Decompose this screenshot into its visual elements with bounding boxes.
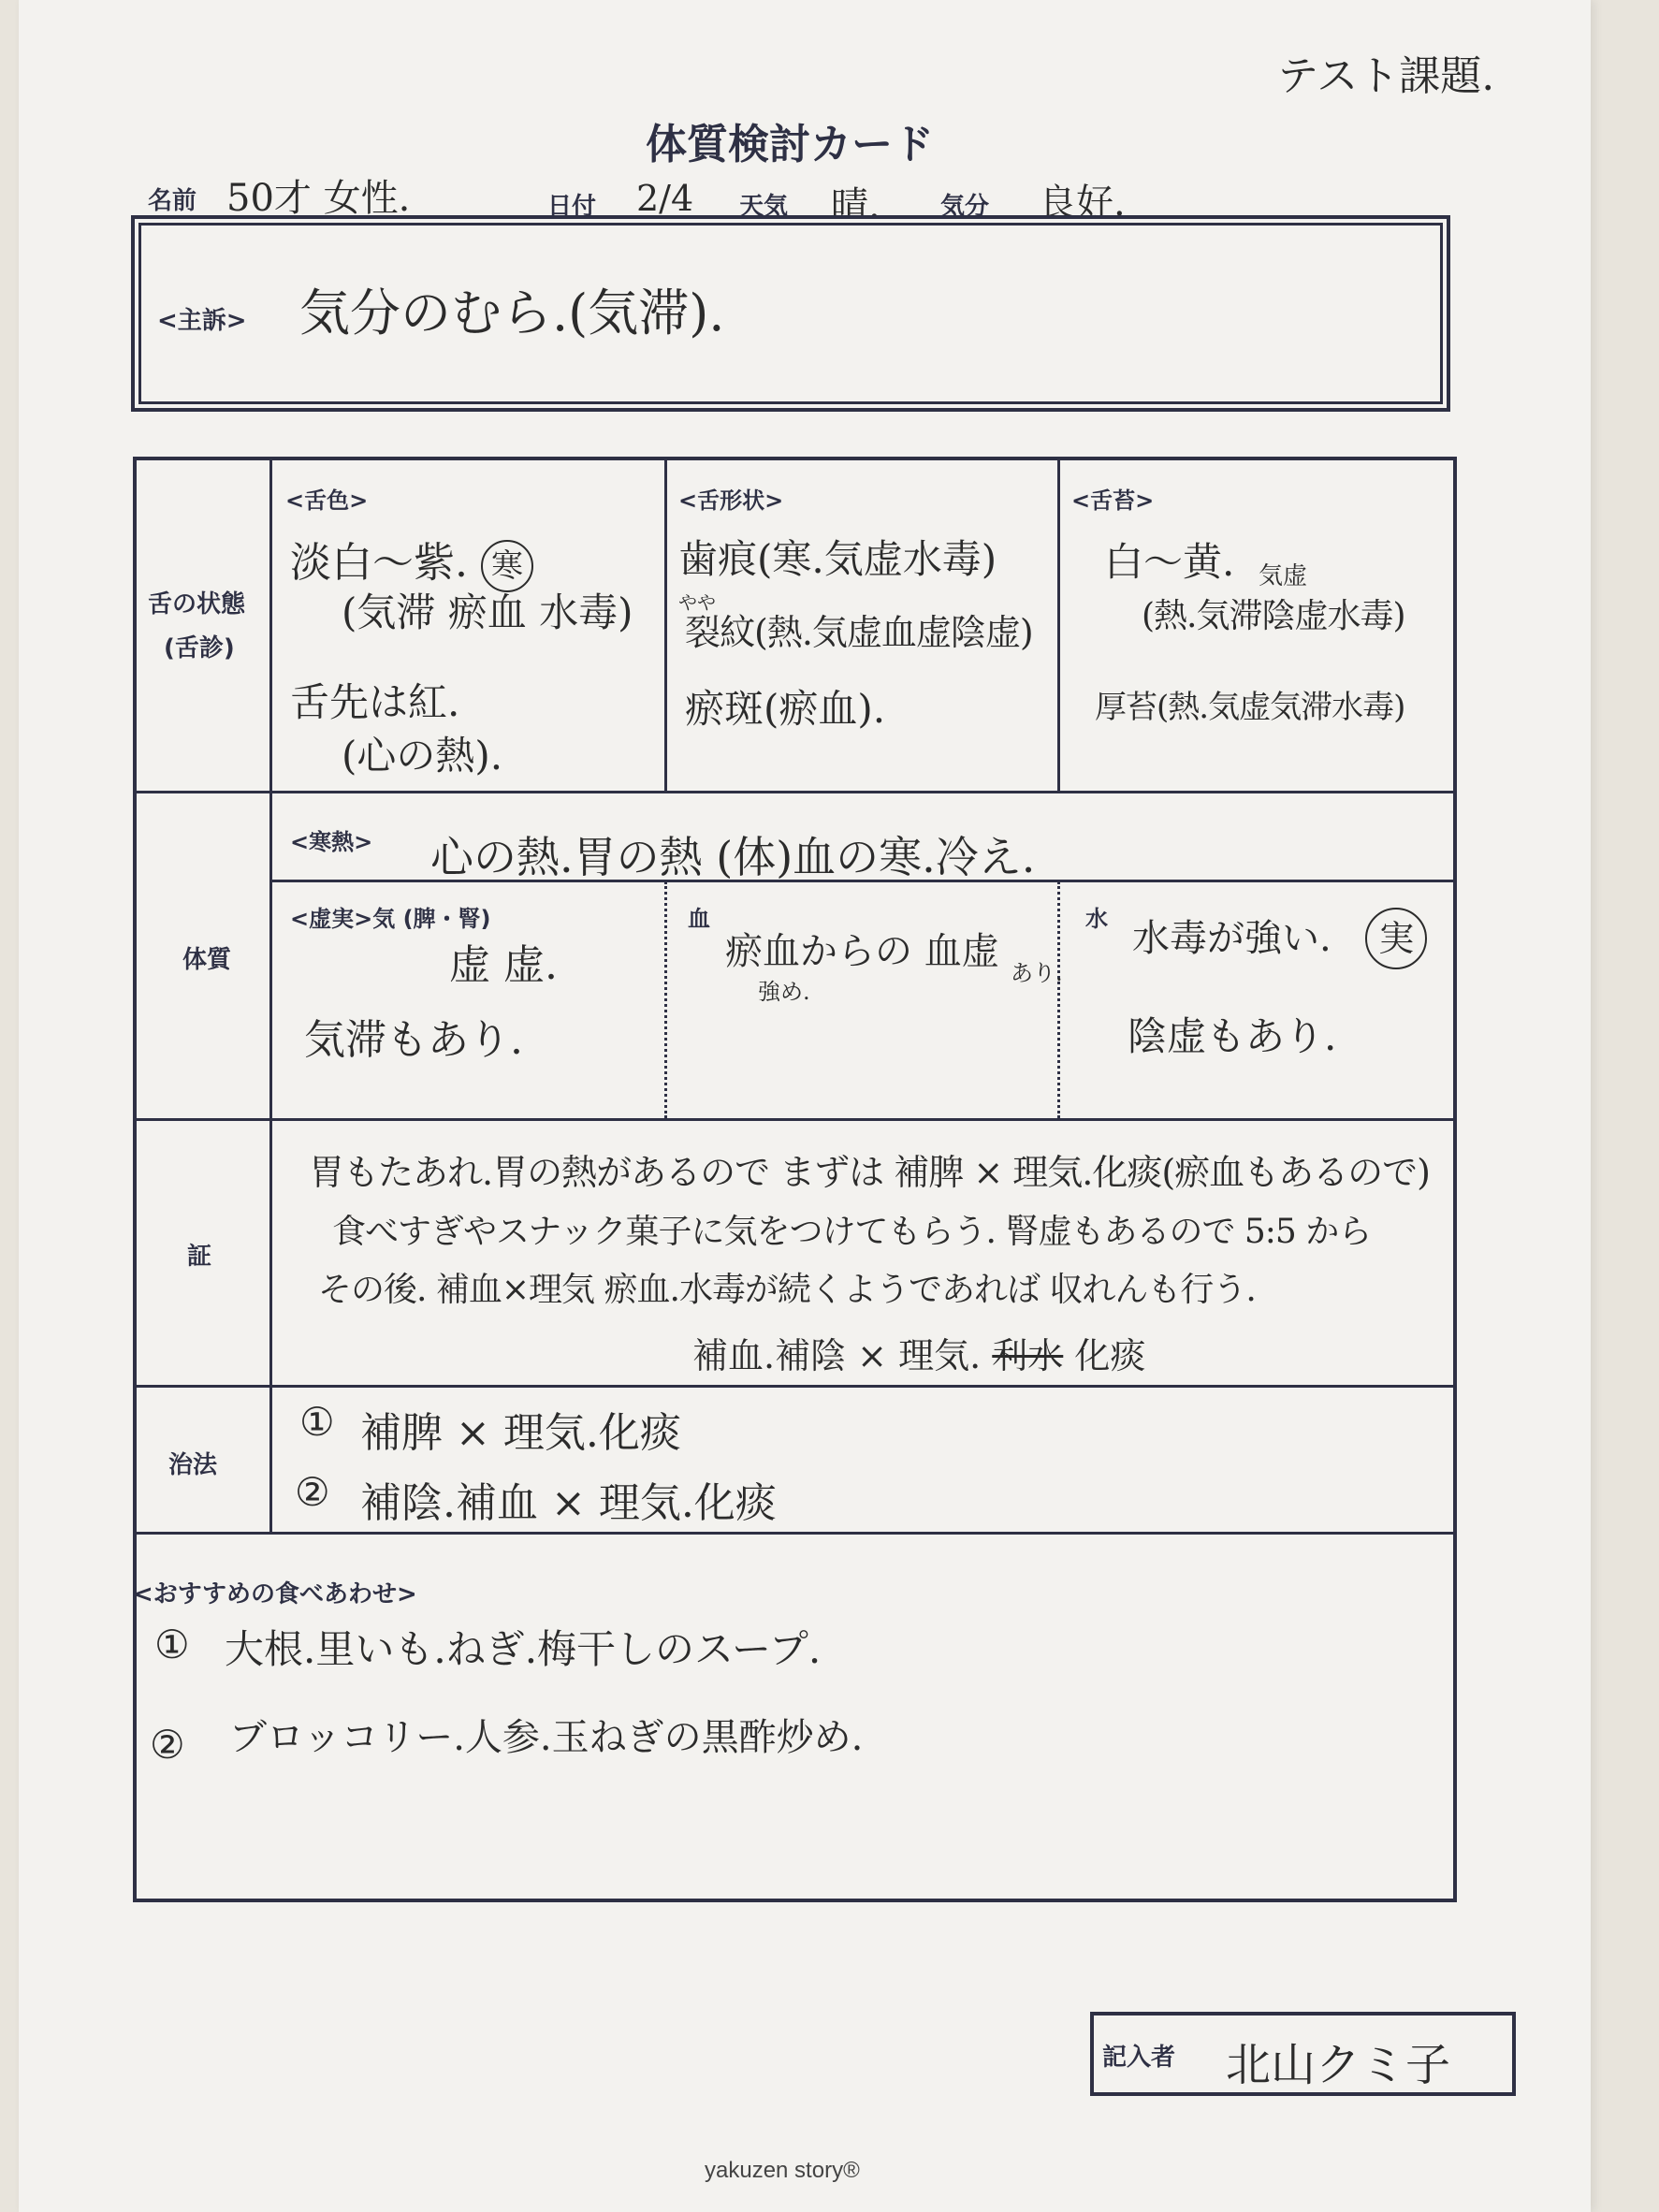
blood-line1: 瘀血からの 血虚 — [725, 930, 999, 973]
author-value: 北山クミ子 — [1226, 2039, 1451, 2091]
treatment-item2-num: ② — [295, 1469, 330, 1515]
left-column-divider — [269, 458, 272, 1535]
water-line2: 陰虚もあり. — [1128, 1013, 1337, 1059]
pattern-line4-b: 化痰 — [1074, 1335, 1146, 1376]
corner-note: テスト課題. — [1277, 52, 1495, 100]
tongue-color-text: 淡白〜紫. — [290, 539, 468, 587]
recommend-item2: ブロッコリー.人参.玉ねぎの黒酢炒め. — [229, 1716, 864, 1759]
tongue-shape-label: <舌形状> — [678, 488, 784, 514]
pattern-line4-a: 補血.補陰 × 理気. — [692, 1335, 982, 1376]
cold-heat-label: <寒熱> — [290, 829, 373, 855]
recommend-item1: 大根.里いも.ねぎ.梅干しのスープ. — [225, 1626, 822, 1672]
date-label: 日付 — [547, 193, 597, 221]
cold-heat-value: 心の熱.胃の熱 (体)血の寒.冷え. — [430, 832, 1036, 882]
blood-label: 血 — [688, 906, 710, 932]
excess-circle: 実 — [1365, 908, 1427, 969]
complaint-value: 気分のむら.(気滞). — [299, 284, 725, 342]
tongue-color-line2: (気滞 瘀血 水毒) — [342, 589, 633, 635]
tongue-shape-small: やや — [678, 591, 716, 614]
blood-small1: あり. — [1011, 960, 1063, 986]
tongue-color-label: <舌色> — [285, 488, 369, 514]
treatment-item1-num: ① — [299, 1399, 335, 1445]
recommend-label: <おすすめの食べあわせ> — [133, 1580, 417, 1608]
treatment-row-label: 治法 — [168, 1451, 218, 1479]
tongue-row-sublabel: (舌診) — [164, 634, 235, 662]
tongue-shape-line2: 裂紋(熱.気虚血虚陰虚) — [685, 612, 1033, 653]
divider-tongue-bottom — [135, 791, 1455, 793]
tongue-divider-1 — [664, 458, 667, 793]
tongue-color-line4: (心の熱). — [342, 733, 503, 779]
name-value: 50才 女性. — [226, 177, 411, 220]
tongue-coating-line1: 白〜黄. — [1104, 539, 1235, 585]
qi-label: <虚実>気 (脾・腎) — [290, 906, 491, 932]
weather-label: 天気 — [739, 193, 789, 221]
treatment-item1: 補脾 × 理気.化痰 — [360, 1409, 681, 1457]
pattern-line4 — [692, 1327, 1145, 1378]
constitution-divider-2 — [1057, 881, 1060, 1118]
mood-label: 気分 — [940, 193, 990, 221]
tongue-row-label: 舌の状態 — [148, 590, 246, 618]
pattern-line1: 胃もたあれ.胃の熱があるので まずは 補脾 × 理気.化痰(瘀血もあるので) — [309, 1152, 1430, 1193]
tongue-coating-line3: 厚苔(熱.気虚気滞水毒) — [1095, 689, 1405, 726]
name-label: 名前 — [148, 187, 197, 215]
tongue-shape-line3: 瘀斑(瘀血). — [685, 686, 886, 732]
mood-value: 良好. — [1039, 182, 1126, 225]
pattern-line3: その後. 補血×理気 瘀血.水毒が続くようであれば 収れんも行う. — [318, 1271, 1256, 1309]
tongue-color-line3: 舌先は紅. — [290, 679, 460, 725]
date-value: 2/4 — [636, 178, 694, 219]
tongue-coating-small: 気虚 — [1259, 562, 1308, 590]
water-line1 — [1132, 908, 1427, 969]
treatment-item2: 補陰.補血 × 理気.化痰 — [360, 1479, 777, 1527]
tongue-coating-line2: (熱.気滞陰虚水毒) — [1142, 597, 1405, 635]
divider-pattern-bottom — [135, 1385, 1455, 1388]
pattern-line2: 食べすぎやスナック菓子に気をつけてもらう. 腎虚もあるので 5:5 から — [332, 1213, 1372, 1251]
recommend-item2-num: ② — [150, 1722, 185, 1768]
qi-line2: 気滞もあり. — [304, 1016, 523, 1064]
tongue-coating-label: <舌苔> — [1071, 488, 1155, 514]
tongue-divider-2 — [1057, 458, 1060, 793]
blood-small2: 強め. — [758, 979, 810, 1005]
divider-treatment-bottom — [135, 1532, 1455, 1535]
cold-circle: 寒 — [481, 540, 533, 592]
weather-value: 晴. — [831, 184, 880, 227]
author-label: 記入者 — [1102, 2044, 1176, 2072]
page-title: 体質検討カード — [646, 121, 934, 168]
footer-brand: yakuzen story® — [705, 2158, 860, 2183]
pattern-row-label: 証 — [187, 1243, 212, 1271]
pattern-line4-strike: 利水 — [992, 1335, 1064, 1376]
document-paper — [19, 0, 1591, 2212]
constitution-divider-1 — [664, 881, 667, 1118]
constitution-row-label: 体質 — [182, 946, 232, 974]
water-label: 水 — [1085, 906, 1108, 932]
water-text: 水毒が強い. — [1132, 917, 1332, 960]
divider-constitution-bottom — [135, 1118, 1455, 1121]
complaint-label: <主訴> — [157, 307, 247, 335]
recommend-item1-num: ① — [154, 1622, 190, 1667]
tongue-shape-line1: 歯痕(寒.気虚水毒) — [678, 536, 997, 582]
qi-line1: 虚 虚. — [449, 941, 558, 989]
